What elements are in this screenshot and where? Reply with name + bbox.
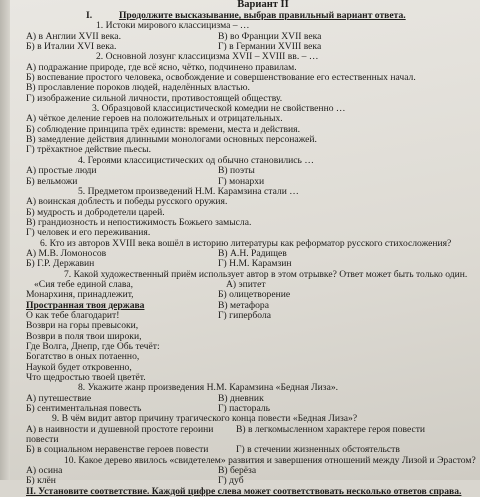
q9-option-c: В) в легкомысленном характере героя повести xyxy=(236,423,426,435)
q7-poem-line-5: Возври на горы превысоки, xyxy=(26,320,139,332)
q7-poem-line-7: Где Волга, Днепр, где Обь течёт: xyxy=(26,341,160,352)
q5-option-b: Б) мудрость и добродетели царей. xyxy=(26,206,165,218)
q2-option-c: В) прославление пороков людей, наделённых властью. xyxy=(26,82,250,94)
question-9-options-row-1 xyxy=(26,425,470,435)
q10-option-b: Б) клён xyxy=(26,475,56,487)
q3-option-d: Г) трёхактное действие пьесы. xyxy=(26,144,152,156)
q2-option-d: Г) изображение сильной личности, противостоящей обществу. xyxy=(26,92,283,104)
q7-poem-line-3-text: Пространная твоя держава xyxy=(26,299,145,311)
q10-option-a: А) осина xyxy=(26,465,63,477)
question-1: 1. Истоки мирового классицизма – … xyxy=(96,20,250,32)
q3-option-c: В) замедление действия длинными монологами основных персонажей. xyxy=(26,134,317,146)
section-1-number: I. xyxy=(86,10,93,21)
q1-option-d: Г) в Германии XVIII века xyxy=(218,41,322,53)
q9-option-b: Б) в социальном неравенстве героев повести xyxy=(26,444,209,456)
q4-option-b: Б) вельможи xyxy=(26,175,78,187)
q1-option-c: В) во Франции XVII века xyxy=(218,30,322,42)
q7-poem-line-9: Наукой будет откровенно, xyxy=(26,361,132,373)
page-fold-shadow xyxy=(0,0,10,480)
question-3: 3. Образцовой классицистической комедии не свойственно … xyxy=(92,103,346,115)
q2-option-a: А) подражание природе, где всё ясно, чётко, подчинено правилам. xyxy=(26,61,297,73)
q4-option-d: Г) монархи xyxy=(218,175,265,187)
q3-option-a: А) чёткое деление героев на положительных и отрицательных. xyxy=(26,113,283,125)
section-2-heading xyxy=(26,487,470,497)
q7-option-c: В) метафора xyxy=(218,299,269,311)
q9-option-a-continuation: повести xyxy=(26,434,59,446)
q9-option-d: Г) в стечении жизненных обстоятельств xyxy=(236,444,400,456)
question-2: 2. Основной лозунг классицизма XVII – XVIII вв. – … xyxy=(96,51,319,63)
q8-option-b: Б) сентиментальная повесть xyxy=(26,403,142,415)
q8-option-d: Г) пастораль xyxy=(218,403,270,415)
q6-option-c: В) А.Н. Радищев xyxy=(218,247,287,259)
question-5: 5. Предметом произведений Н.М. Карамзина стали … xyxy=(78,185,299,197)
variant-title: Вариант II xyxy=(237,0,289,10)
q5-option-a: А) воинская доблесть и победы русского оружия. xyxy=(26,196,228,208)
q6-option-b: Б) Г.Р. Державин xyxy=(26,258,95,270)
q8-option-a: А) путешествие xyxy=(26,392,92,404)
question-4-options-row-1 xyxy=(26,166,470,176)
q10-option-d: Г) дуб xyxy=(218,475,244,487)
question-4: 4. Героями классицистических од обычно становились … xyxy=(78,154,314,166)
q3-option-b: Б) соблюдение принципа трёх единств: времени, места и действия. xyxy=(26,123,300,135)
q6-option-d: Г) Н.М. Карамзин xyxy=(218,258,292,270)
q7-option-b: Б) олицетворение xyxy=(218,289,291,301)
q2-option-b: Б) воспевание простого человека, освобождение и совершенствование его естественных начал. xyxy=(26,72,416,84)
question-9: 9. В чём видит автор причину трагического конца повести «Бедная Лиза»? xyxy=(52,413,358,425)
q4-option-a: А) простые люди xyxy=(26,165,97,177)
section-1-title: Продолжите высказывание, выбрав правильный вариант ответа. xyxy=(118,10,406,21)
q10-option-c: В) берёза xyxy=(218,465,257,477)
q7-poem-line-10: Что щедростью твоей цветёт. xyxy=(26,372,146,384)
q7-poem-line-1: «Сия тебе единой слава, xyxy=(34,278,133,290)
q5-option-d: Г) человек и его переживания. xyxy=(26,227,151,239)
q1-option-a: А) в Англии XVII века. xyxy=(26,30,121,42)
question-6: 6. Кто из авторов XVIII века вошёл в историю литературы как реформатор русского стихосложения? xyxy=(40,237,452,249)
q9-option-a: А) в наивности и душевной простоте героини xyxy=(26,423,214,435)
q7-option-a: А) эпитет xyxy=(226,278,266,290)
q7-option-d: Г) гипербола xyxy=(218,309,271,321)
q7-poem-line-8: Богатство в оных потаенно, xyxy=(26,351,140,363)
q1-option-b: Б) в Италии XVI века. xyxy=(26,41,117,53)
question-10: 10. Какое дерево явилось «свидетелем» развития и завершения отношений между Лизой и Эрастом? xyxy=(64,454,476,466)
q5-option-c: В) грандиозность и непостижимость Божьего замысла. xyxy=(26,216,252,228)
q7-poem-line-2: Монархиня, принадлежит, xyxy=(26,289,134,301)
section-2-title: II. Установите соответствие. Каждой цифре слева может соответствовать несколько ответов справа. xyxy=(26,485,462,497)
question-8: 8. Укажите жанр произведения Н.М. Карамзина «Бедная Лиза». xyxy=(78,382,339,394)
q4-option-c: В) поэты xyxy=(218,165,255,177)
q7-poem-line-6: Возври в поля твои широки, xyxy=(26,330,142,342)
question-10-options-row-1 xyxy=(26,466,470,476)
question-7: 7. Какой художественный приём использует автор в этом отрывке? Ответ может быть только один. xyxy=(64,268,468,280)
q6-option-a: А) М.В. Ломоносов xyxy=(26,247,107,259)
q7-poem-line-4: О как тебе благодарит! xyxy=(26,309,120,321)
q8-option-c: В) дневник xyxy=(218,392,264,404)
